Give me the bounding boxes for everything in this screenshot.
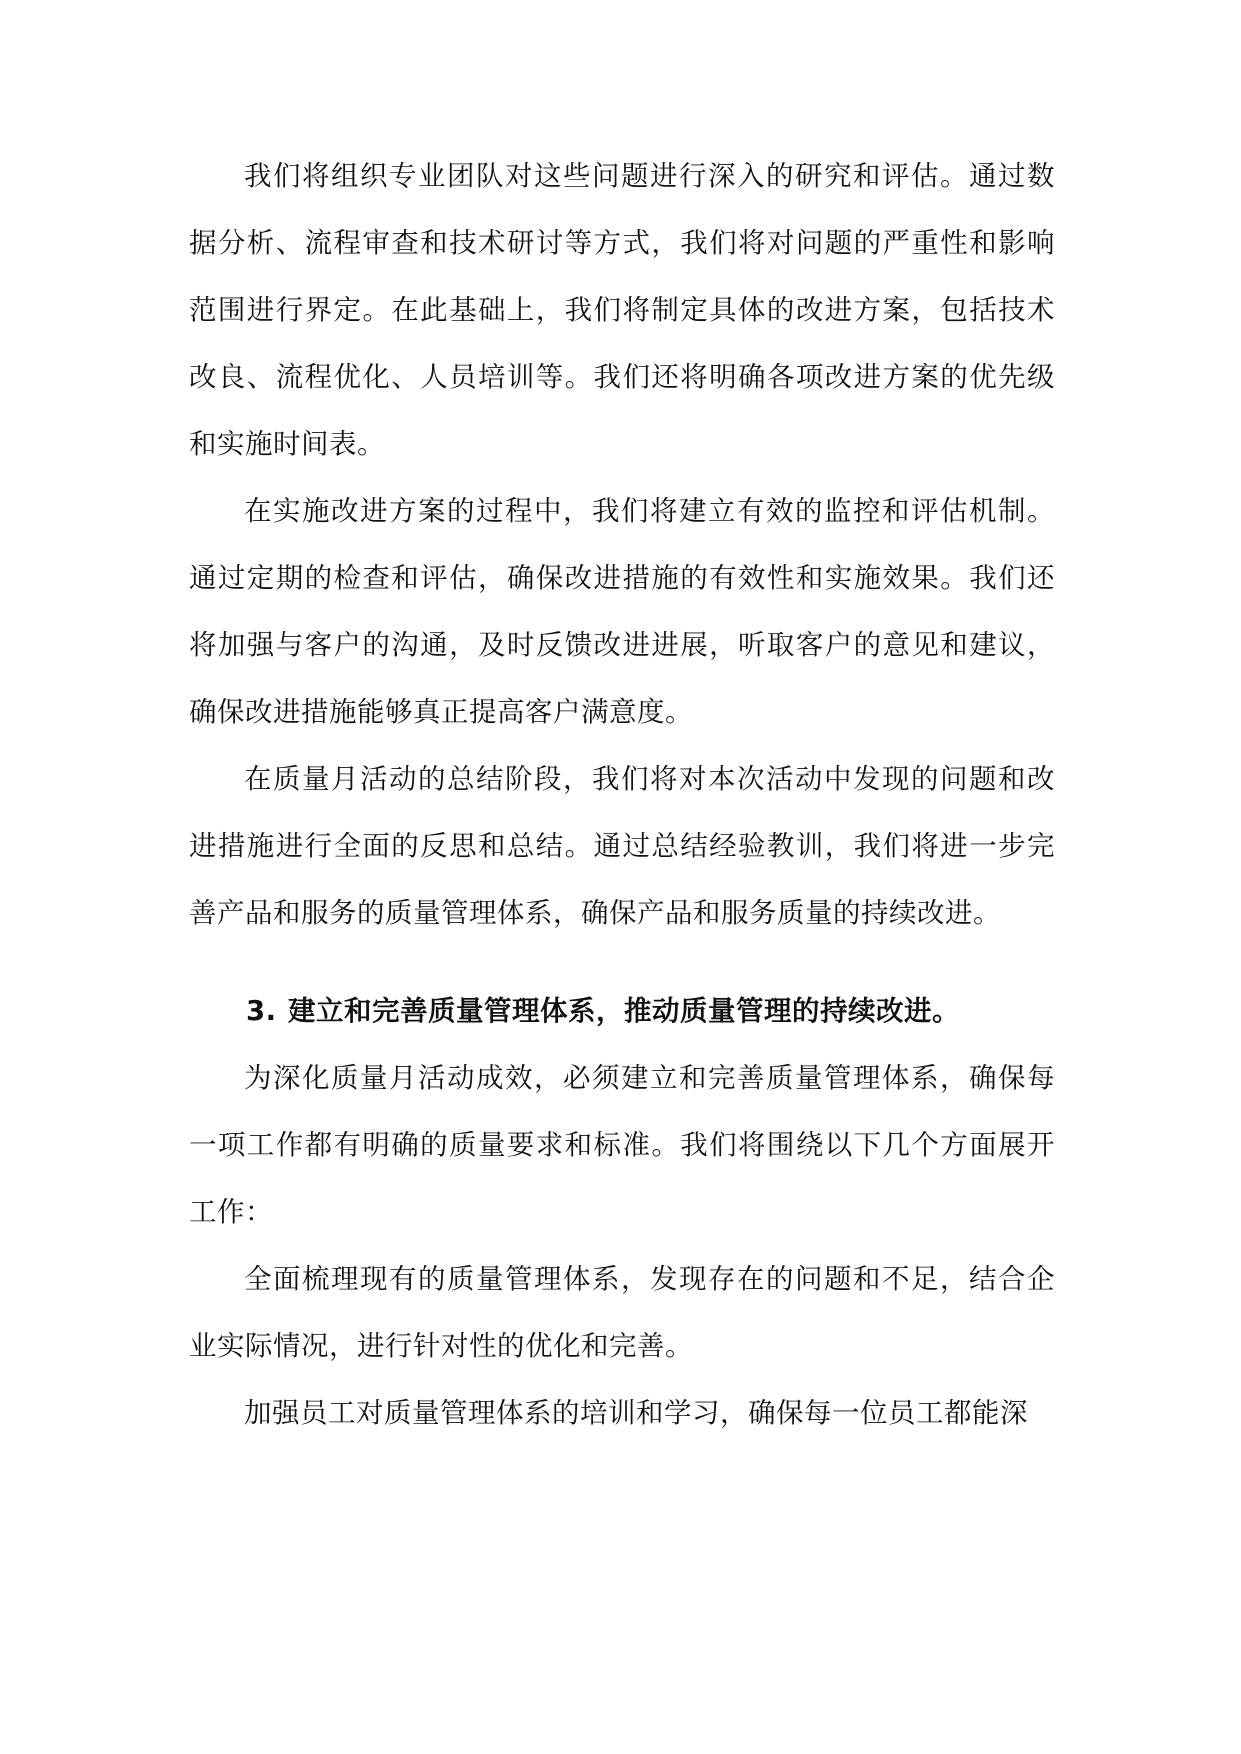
paragraph-review-system: 全面梳理现有的质量管理体系，发现存在的问题和不足，结合企业实际情况，进行针对性的优化和完善。 xyxy=(189,1263,1055,1362)
paragraph-deepen-results: 为深化质量月活动成效，必须建立和完善质量管理体系，确保每一项工作都有明确的质量要求和标准。我们将围绕以下几个方面展开工作： xyxy=(189,1062,1055,1228)
section-heading-text: 建立和完善质量管理体系，推动质量管理的持续改进。 xyxy=(288,995,960,1027)
section-heading-number: 3. xyxy=(246,995,277,1027)
paragraph-research-evaluation: 我们将组织专业团队对这些问题进行深入的研究和评估。通过数据分析、流程审查和技术研讨等方式，我们将对问题的严重性和影响范围进行界定。在此基础上，我们将制定具体的改进方案，包括技术改良、流程优化、人员培训等。我们还将明确各项改进方案的优先级和实施时间表。 xyxy=(189,160,1055,460)
paragraph-summary-stage: 在质量月活动的总结阶段，我们将对本次活动中发现的问题和改进措施进行全面的反思和总结。通过总结经验教训，我们将进一步完善产品和服务的质量管理体系，确保产品和服务质量的持续改进。 xyxy=(189,763,1055,929)
section-heading xyxy=(189,978,1055,1045)
paragraph-monitoring-mechanism: 在实施改进方案的过程中，我们将建立有效的监控和评估机制。通过定期的检查和评估，确保改进措施的有效性和实施效果。我们还将加强与客户的沟通，及时反馈改进进展，听取客户的意见和建议，确保改进措施能够真正提高客户满意度。 xyxy=(189,495,1055,728)
document-body xyxy=(189,143,1055,1447)
paragraph-staff-training: 加强员工对质量管理体系的培训和学习，确保每一位员工都能深 xyxy=(244,1397,1028,1429)
